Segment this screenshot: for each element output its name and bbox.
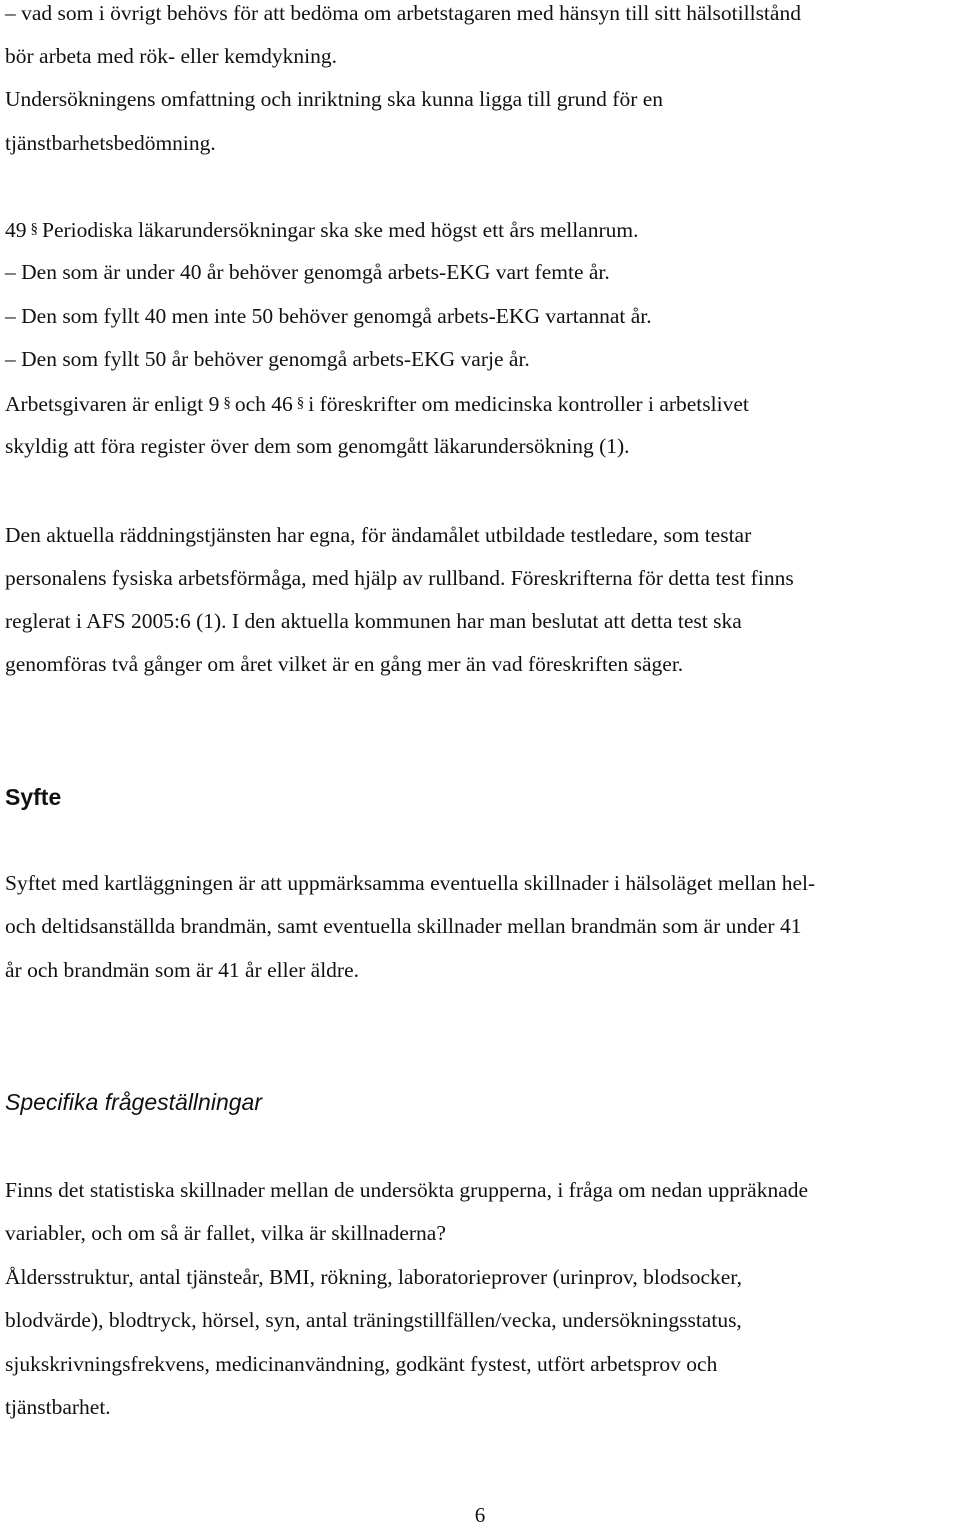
text-line: sjukskrivningsfrekvens, medicinanvändning, godkänt fystest, utfört arbetsprov och: [5, 1352, 718, 1376]
text-line: personalens fysiska arbetsförmåga, med hjälp av rullband. Föreskrifterna för detta test finns: [5, 566, 794, 590]
text-fragment: 49: [5, 218, 27, 242]
text-line: variabler, och om så är fallet, vilka är skillnaderna?: [5, 1221, 446, 1245]
text-fragment: och 46: [234, 392, 293, 416]
section-sign: §: [296, 395, 305, 411]
text-line: [5, 390, 749, 417]
text-line: bör arbeta med rök- eller kemdykning.: [5, 44, 337, 68]
text-line: blodvärde), blodtryck, hörsel, syn, antal träningstillfällen/vecka, undersökningsstatus,: [5, 1308, 742, 1332]
text-line: tjänstbarhet.: [5, 1395, 111, 1419]
text-line: reglerat i AFS 2005:6 (1). I den aktuella kommunen har man beslutat att detta test ska: [5, 609, 742, 633]
list-item: – Den som fyllt 50 år behöver genomgå arbets-EKG varje år.: [5, 347, 530, 371]
text-fragment: Arbetsgivaren är enligt 9: [5, 392, 220, 416]
text-fragment: i föreskrifter om medicinska kontroller i arbetslivet: [308, 392, 749, 416]
section-sign: §: [30, 221, 38, 237]
text-line: Åldersstruktur, antal tjänsteår, BMI, rökning, laboratorieprover (urinprov, blodsocker,: [5, 1265, 742, 1289]
text-line: och deltidsanställda brandmän, samt eventuella skillnader mellan brandmän som är under 41: [5, 914, 802, 938]
text-line: Den aktuella räddningstjänsten har egna, för ändamålet utbildade testledare, som testar: [5, 523, 752, 547]
text-line: [5, 216, 638, 243]
text-line: skyldig att föra register över dem som genomgått läkarundersökning (1).: [5, 434, 630, 458]
section-heading: Specifika frågeställningar: [5, 1089, 262, 1115]
text-line: Undersökningens omfattning och inriktning ska kunna ligga till grund för en: [5, 87, 664, 111]
section-heading: Syfte: [5, 784, 62, 810]
text-line: Finns det statistiska skillnader mellan de undersökta grupperna, i fråga om nedan uppräknade: [5, 1178, 809, 1202]
text-line: genomföras två gånger om året vilket är en gång mer än vad föreskriften säger.: [5, 652, 684, 676]
text-line: år och brandmän som är 41 år eller äldre.: [5, 958, 359, 982]
text-line: tjänstbarhetsbedömning.: [5, 131, 216, 155]
section-sign: §: [223, 395, 231, 411]
list-item: – Den som fyllt 40 men inte 50 behöver genomgå arbets-EKG vartannat år.: [5, 304, 652, 328]
page-number: 6: [474, 1503, 486, 1527]
text-fragment: Periodiska läkarundersökningar ska ske med högst ett års mellanrum.: [42, 218, 639, 242]
text-line: Syftet med kartläggningen är att uppmärksamma eventuella skillnader i hälsoläget mellan hel-: [5, 871, 816, 895]
list-item: – Den som är under 40 år behöver genomgå arbets-EKG vart femte år.: [5, 260, 610, 284]
text-line: – vad som i övrigt behövs för att bedöma om arbetstagaren med hänsyn till sitt hälsotillstånd: [5, 1, 801, 25]
